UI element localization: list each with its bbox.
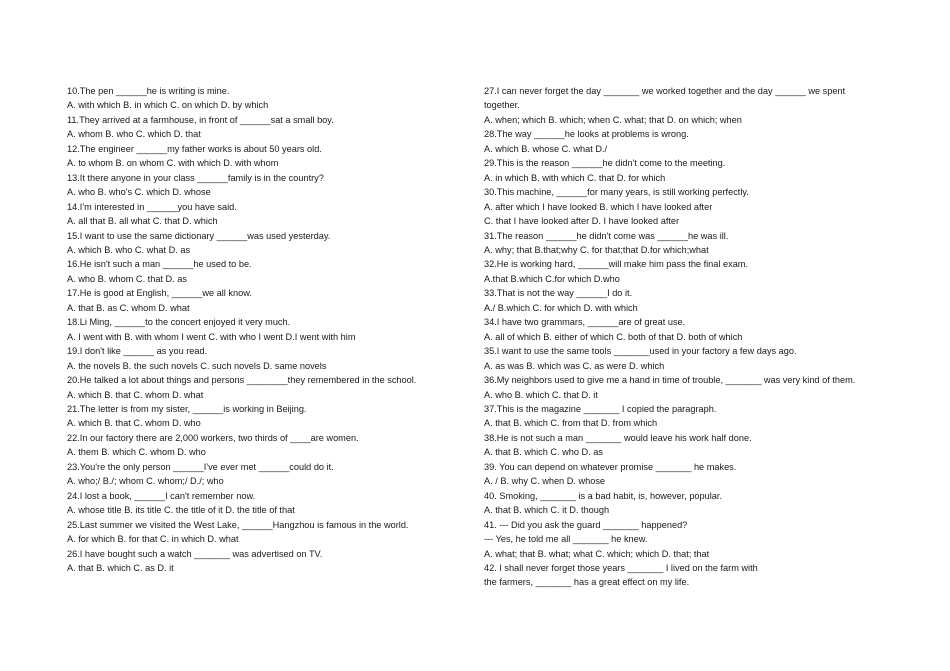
left-column-line: A. for which B. for that C. in which D. what (67, 534, 239, 545)
left-column-line: 15.I want to use the same dictionary ______was used yesterday. (67, 230, 331, 241)
left-column-line: 11.They arrived at a farmhouse, in front of ______sat a small boy. (67, 114, 334, 125)
right-column-line: A. / B. why C. when D. whose (484, 476, 606, 487)
left-column-line: 14.I'm interested in ______you have said. (67, 201, 237, 212)
right-column-line: A. that B. which C. it D. though (484, 505, 610, 516)
left-column-line: A. which B. that C. whom D. who (67, 418, 201, 429)
left-column-line: A. that B. as C. whom D. what (67, 302, 190, 313)
left-column-line: 18.Li Ming, ______to the concert enjoyed it very much. (67, 317, 291, 328)
left-column-line: 16.He isn't such a man ______he used to be. (67, 259, 252, 270)
left-column-line: A. the novels B. the such novels C. such novels D. same novels (67, 360, 327, 371)
left-column-line: 24.I lost a book, ______I can't remember now. (67, 490, 256, 501)
right-column-line: 32.He is working hard, ______will make him pass the final exam. (484, 259, 749, 270)
right-column-line: 35.I want to use the same tools _______used in your factory a few days ago. (484, 346, 797, 357)
right-column-line: 36.My neighbors used to give me a hand in time of trouble, _______ was very kind of them. (484, 375, 856, 386)
right-column-line: 33.That is not the way ______I do it. (484, 288, 633, 299)
right-column-line: 42. I shall never forget those years _______ I lived on the farm with (484, 562, 758, 573)
left-column-line: A. whom B. who C. which D. that (67, 129, 201, 140)
left-column-line: A. that B. which C. as D. it (67, 562, 174, 573)
right-column-line: A./ B.which C. for which D. with which (484, 302, 638, 313)
left-column-line: A. who B. who's C. which D. whose (67, 187, 211, 198)
right-column-line: 41. --- Did you ask the guard _______ happened? (484, 519, 688, 530)
left-column-line: 10.The pen ______he is writing is mine. (67, 86, 230, 96)
left-column-line: 21.The letter is from my sister, ______is working in Beijing. (67, 403, 307, 414)
right-column-line: 30.This machine, ______for many years, is still working perfectly. (484, 187, 749, 198)
right-column (484, 84, 884, 590)
left-column-line: 17.He is good at English, ______we all know. (67, 288, 252, 299)
right-column-line: A. who B. which C. that D. it (484, 389, 598, 400)
left-column-line: 23.You're the only person ______I've ever met ______could do it. (67, 461, 334, 472)
right-column-line: --- Yes, he told me all _______ he knew. (484, 534, 648, 545)
left-column-line: A. with which B. in which C. on which D. by which (67, 100, 269, 111)
right-column-line: together. (484, 100, 520, 111)
left-column-line: 13.It there anyone in your class ______family is in the country? (67, 172, 324, 183)
left-column-line: 12.The engineer ______my father works is about 50 years old. (67, 143, 322, 154)
right-column-line: A.that B.which C.for which D.who (484, 273, 620, 284)
left-column-line: 20.He talked a lot about things and persons ________they remembered in the school. (67, 375, 417, 386)
left-column-line: 26.I have bought such a watch _______ was advertised on TV. (67, 548, 323, 559)
right-column-line: A. what; that B. what; what C. which; which D. that; that (484, 548, 710, 559)
left-column-line: 22.In our factory there are 2,000 workers, two thirds of ____are women. (67, 432, 359, 443)
right-column-line: A. which B. whose C. what D./ (484, 143, 608, 154)
right-column-line: C. that I have looked after D. I have looked after (484, 216, 680, 227)
left-column-line: A. all that B. all what C. that D. which (67, 216, 218, 227)
left-column-line: A. to whom B. on whom C. with which D. with whom (67, 158, 279, 169)
right-column-line: 37.This is the magazine _______ I copied the paragraph. (484, 403, 717, 414)
left-column-line: 25.Last summer we visited the West Lake, ______Hangzhou is famous in the world. (67, 519, 409, 530)
right-column-line: A. as was B. which was C. as were D. which (484, 360, 665, 371)
right-column-line: 31.The reason ______he didn't come was ______he was ill. (484, 230, 729, 241)
left-column-line: A. I went with B. with whom I went C. with who I went D.I went with him (67, 331, 356, 342)
right-column-line: 29.This is the reason ______he didn't come to the meeting. (484, 158, 726, 169)
right-column-line: A. when; which B. which; when C. what; that D. on which; when (484, 114, 742, 125)
right-column-line: 38.He is not such a man _______ would leave his work half done. (484, 432, 752, 443)
right-column-line: 28.The way ______he looks at problems is wrong. (484, 129, 689, 140)
right-column-line: 34.I have two grammars, ______are of great use. (484, 317, 686, 328)
right-column-line: A. that B. which C. who D. as (484, 447, 603, 458)
right-column-line: A. in which B. with which C. that D. for which (484, 172, 666, 183)
left-column-line: A. who;/ B./; whom C. whom;/ D./; who (67, 476, 224, 487)
left-column-line: 19.I don't like ______ as you read. (67, 346, 208, 357)
right-column-line: 40. Smoking, _______ is a bad habit, is, however, popular. (484, 490, 723, 501)
right-column-line: A. all of which B. either of which C. both of that D. both of which (484, 331, 743, 342)
right-column-line: 39. You can depend on whatever promise _______ he makes. (484, 461, 737, 472)
left-column-line: A. which B. that C. whom D. what (67, 389, 204, 400)
left-column-line: A. which B. who C. what D. as (67, 244, 191, 255)
right-column-line: the farmers, _______ has a great effect on my life. (484, 577, 690, 588)
right-column-line: 27.I can never forget the day _______ we worked together and the day ______ we spent (484, 86, 846, 96)
right-column-line: A. after which I have looked B. which I have looked after (484, 201, 713, 212)
right-column-line: A. that B. which C. from that D. from which (484, 418, 658, 429)
left-column (67, 84, 462, 575)
right-column-line: A. why; that B.that;why C. for that;that D.for which;what (484, 244, 709, 255)
left-column-line: A. them B. which C. whom D. who (67, 447, 206, 458)
left-column-line: A. who B. whom C. that D. as (67, 273, 187, 284)
left-column-line: A. whose title B. its title C. the title of it D. the title of that (67, 505, 295, 516)
